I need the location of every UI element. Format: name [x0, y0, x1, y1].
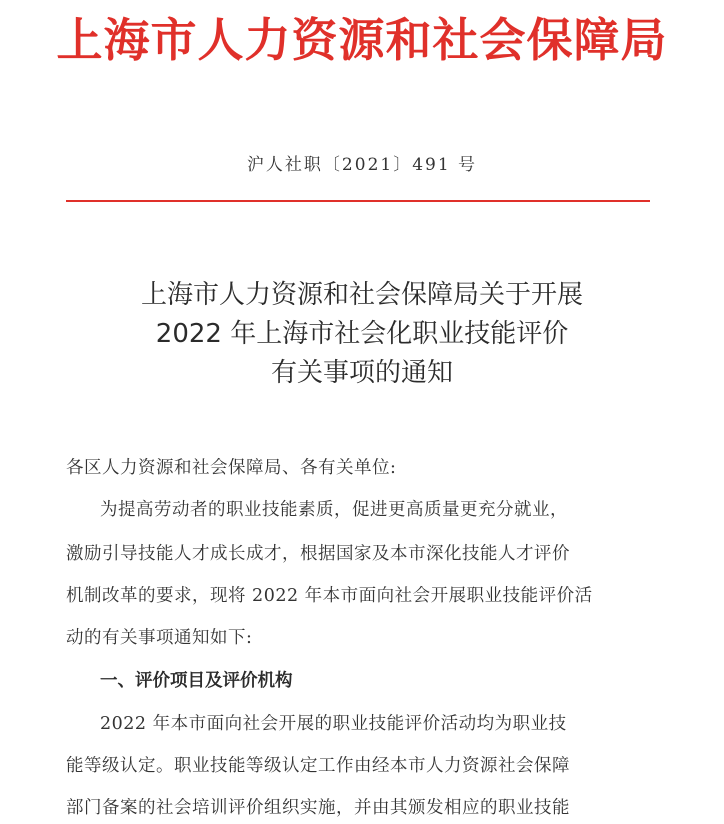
paragraph-line: 能等级认定。职业技能等级认定工作由经本市人力资源社会保障	[66, 756, 570, 776]
paragraph-line: 机制改革的要求，现将 2022 年本市面向社会开展职业技能评价活	[66, 586, 593, 606]
paragraph-line: 动的有关事项通知如下:	[66, 628, 253, 648]
paragraph-line: 2022 年本市面向社会开展的职业技能评价活动均为职业技	[100, 714, 567, 734]
organization-header: 上海市人力资源和社会保障局	[56, 13, 668, 67]
paragraph-line: 部门备案的社会培训评价组织实施，并由其颁发相应的职业技能	[66, 798, 570, 818]
title-line: 有关事项的通知	[270, 358, 453, 388]
salutation: 各区人力资源和社会保障局、各有关单位:	[66, 458, 397, 478]
paragraph-line: 激励引导技能人才成长成才，根据国家及本市深化技能人才评价	[66, 544, 570, 564]
red-divider-line	[66, 200, 650, 202]
title-line: 上海市人力资源和社会保障局关于开展	[140, 280, 583, 310]
document-title	[0, 276, 724, 393]
document-number: 沪人社职〔2021〕491 号	[246, 155, 478, 175]
section-heading: 一、评价项目及评价机构	[100, 671, 293, 691]
title-line: 2022 年上海市社会化职业技能评价	[155, 319, 569, 349]
paragraph-line: 为提高劳动者的职业技能素质，促进更高质量更充分就业，	[100, 500, 568, 520]
